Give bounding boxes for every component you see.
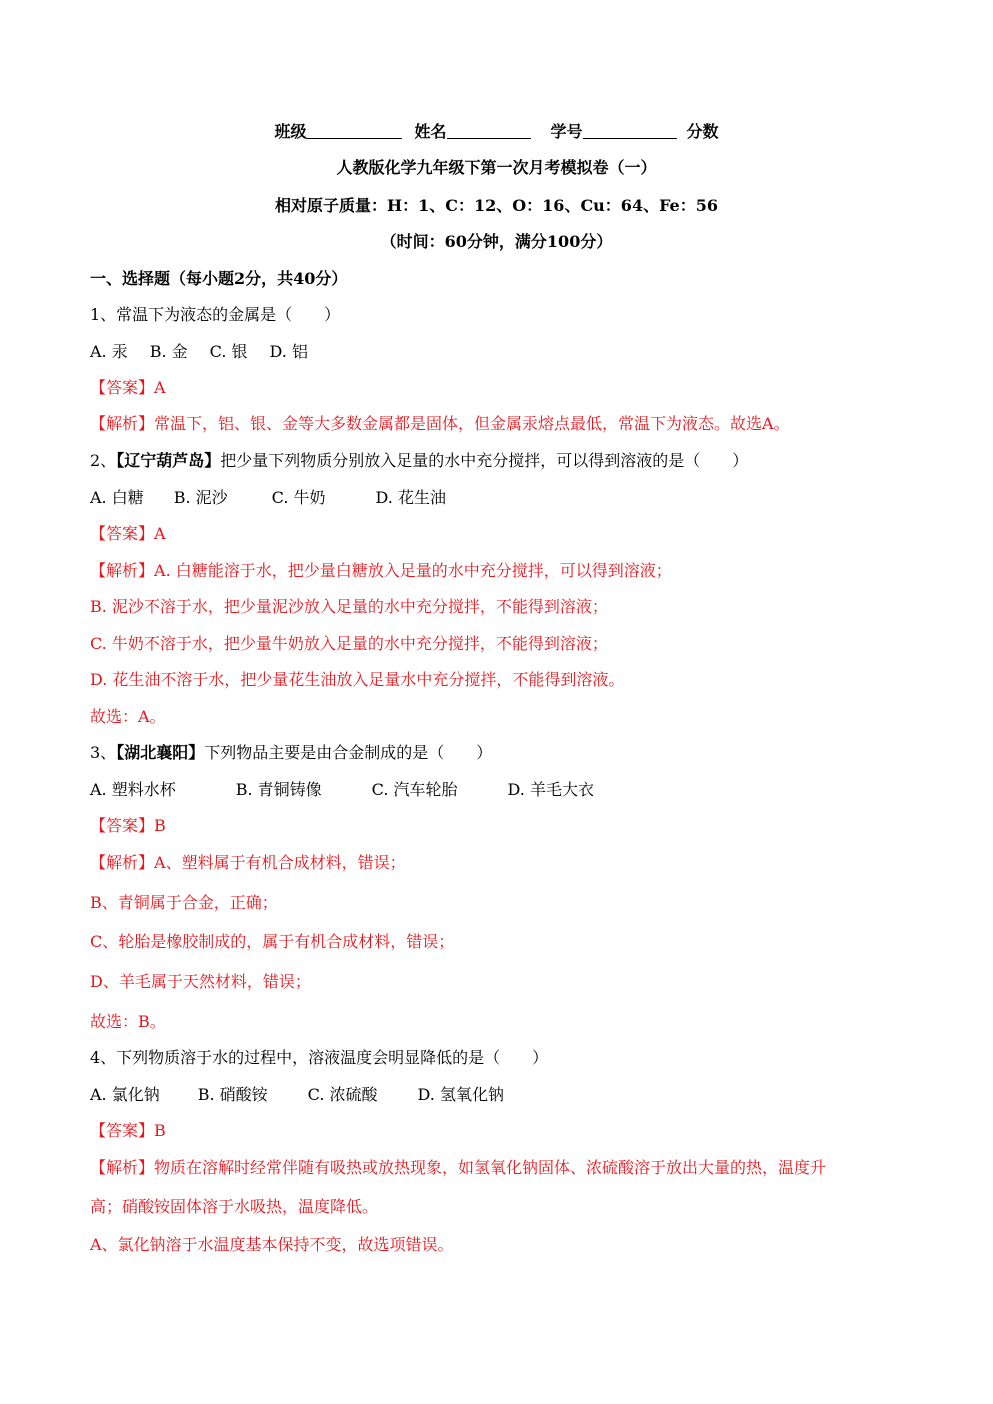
- question-2-analysis-1: [90, 561, 672, 581]
- q3-option-c: C. 汽车轮胎: [371, 780, 458, 799]
- q4-option-b: B. 硝酸铵: [197, 1085, 268, 1104]
- analysis-tag: 【解析】: [90, 414, 155, 433]
- q4-option-a: A. 氯化钠: [90, 1085, 160, 1104]
- question-3-analysis-4: D、羊毛属于天然材料，错误；: [90, 972, 311, 991]
- q3-option-b: B. 青铜铸像: [235, 780, 322, 799]
- id-blank[interactable]: [583, 122, 677, 139]
- question-3-conclusion: 故选：B。: [90, 1012, 166, 1031]
- q1-option-d: D. 铝: [269, 342, 308, 361]
- analysis-tag: 【解析】: [90, 853, 155, 872]
- q4-option-c: C. 浓硫酸: [307, 1085, 378, 1104]
- student-info-line: [0, 122, 993, 142]
- question-1-analysis: [90, 414, 790, 434]
- id-label: 学号: [550, 122, 583, 141]
- q2-option-d: D. 花生油: [375, 488, 446, 507]
- answer-value: A: [154, 378, 166, 397]
- q2-option-b: B. 泥沙: [173, 488, 228, 507]
- q1-option-b: B. 金: [149, 342, 188, 361]
- q3-number: 3、: [90, 743, 117, 762]
- name-blank[interactable]: [447, 122, 531, 139]
- question-1-stem: 1、常温下为液态的金属是（ ）: [90, 305, 341, 324]
- answer-tag: 【答案】: [90, 524, 155, 543]
- answer-value: B: [154, 1121, 166, 1140]
- analysis-text: A. 白糖能溶于水，把少量白糖放入足量的水中充分搅拌，可以得到溶液；: [154, 561, 672, 580]
- answer-value: A: [154, 524, 166, 543]
- q2-source: 【辽宁葫芦岛】: [116, 451, 221, 470]
- q1-option-a: A. 汞: [90, 342, 128, 361]
- class-blank[interactable]: [306, 122, 402, 139]
- question-2-analysis-4: D. 花生油不溶于水，把少量花生油放入足量水中充分搅拌，不能得到溶液。: [90, 670, 625, 689]
- question-3-options: [90, 780, 594, 800]
- section-title: 一、选择题（每小题2分，共40分）: [90, 269, 348, 288]
- question-3-analysis-2: B、青铜属于合金，正确；: [90, 893, 278, 912]
- question-1-options: [90, 342, 308, 362]
- analysis-tag: 【解析】: [90, 1158, 155, 1177]
- question-4-analysis-2: 高；硝酸铵固体溶于水吸热，温度降低。: [90, 1197, 379, 1216]
- question-4-stem: 4、下列物质溶于水的过程中，溶液温度会明显降低的是（ ）: [90, 1048, 549, 1067]
- question-4-options: [90, 1085, 504, 1105]
- score-label: 分数: [686, 122, 719, 141]
- analysis-text: 常温下，铝、银、金等大多数金属都是固体，但金属汞熔点最低，常温下为液态。故选A。: [154, 414, 790, 433]
- q1-option-c: C. 银: [209, 342, 248, 361]
- question-3-stem: [90, 743, 492, 763]
- question-2-stem: [90, 451, 748, 471]
- exam-title: 人教版化学九年级下第一次月考模拟卷（一）: [336, 158, 657, 177]
- atomic-mass-info: 相对原子质量：H：1、C：12、O：16、Cu：64、Fe：56: [274, 196, 719, 215]
- question-3-analysis-3: C、轮胎是橡胶制成的，属于有机合成材料，错误；: [90, 932, 455, 951]
- question-2-conclusion: 故选：A。: [90, 707, 166, 726]
- q4-option-d: D. 氢氧化钠: [417, 1085, 504, 1104]
- question-2-analysis-2: B. 泥沙不溶于水，把少量泥沙放入足量的水中充分搅拌，不能得到溶液；: [90, 597, 608, 616]
- q2-option-c: C. 牛奶: [271, 488, 326, 507]
- answer-tag: 【答案】: [90, 378, 155, 397]
- q3-option-d: D. 羊毛大衣: [507, 780, 594, 799]
- question-4-answer: [90, 1121, 166, 1141]
- q3-source: 【湖北襄阳】: [116, 743, 205, 762]
- question-3-analysis-1: [90, 853, 406, 873]
- answer-tag: 【答案】: [90, 1121, 155, 1140]
- q2-number: 2、: [90, 451, 117, 470]
- answer-value: B: [154, 816, 166, 835]
- analysis-text: A、塑料属于有机合成材料，错误；: [154, 853, 406, 872]
- time-info: （时间：60分钟，满分100分）: [380, 232, 613, 251]
- name-label: 姓名: [414, 122, 447, 141]
- question-4-analysis-1: [90, 1158, 826, 1178]
- q3-option-a: A. 塑料水杯: [90, 780, 176, 799]
- question-1-answer: [90, 378, 166, 398]
- analysis-tag: 【解析】: [90, 561, 155, 580]
- question-2-options: [90, 488, 446, 508]
- question-3-answer: [90, 816, 166, 836]
- q2-stem-text: 把少量下列物质分别放入足量的水中充分搅拌，可以得到溶液的是（ ）: [220, 451, 749, 470]
- q2-option-a: A. 白糖: [90, 488, 144, 507]
- class-label: 班级: [274, 122, 307, 141]
- analysis-text: 物质在溶解时经常伴随有吸热或放热现象，如氢氧化钠固体、浓硫酸溶于放出大量的热，温度升: [154, 1158, 827, 1177]
- q3-stem-text: 下列物品主要是由合金制成的是（ ）: [204, 743, 493, 762]
- answer-tag: 【答案】: [90, 816, 155, 835]
- question-2-analysis-3: C. 牛奶不溶于水，把少量牛奶放入足量的水中充分搅拌，不能得到溶液；: [90, 634, 608, 653]
- question-4-analysis-3: A、氯化钠溶于水温度基本保持不变，故选项错误。: [90, 1235, 454, 1254]
- question-2-answer: [90, 524, 166, 544]
